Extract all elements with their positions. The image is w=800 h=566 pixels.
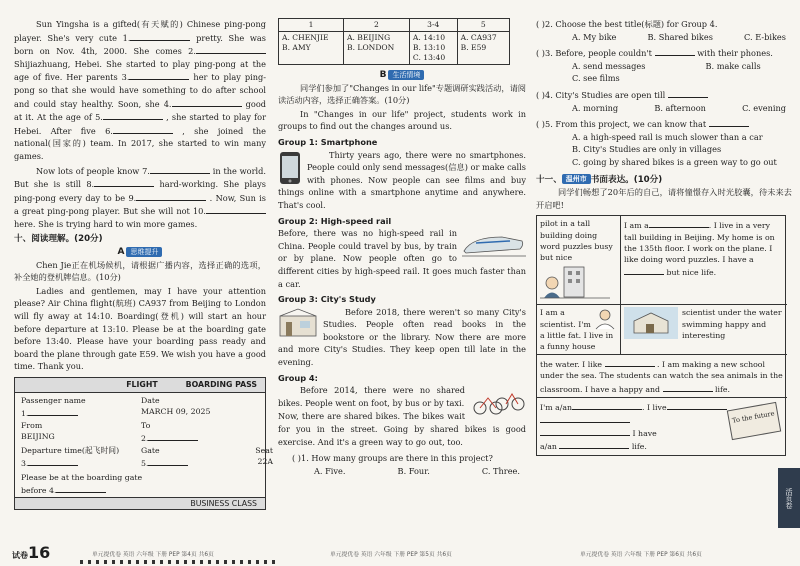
question-2: ( )2. Choose the best title(标题) for Group 4. bbox=[536, 19, 718, 29]
question-3: ( )3. Before, people couldn't with their phones. bbox=[536, 48, 773, 59]
boarding-pass bbox=[14, 377, 273, 510]
group-1-title: Group 1: Smartphone bbox=[278, 136, 378, 147]
question-3-options-1: A. send messages B. make calls bbox=[572, 60, 761, 71]
column-left bbox=[14, 18, 273, 510]
group-2-title: Group 2: High-speed rail bbox=[278, 215, 392, 226]
group-2: Before, there was no high-speed rail in China. People could travel by bus, by train or by plane. Now people often go to different cities by high-speed rail. It goes much faster than a car. bbox=[278, 228, 526, 289]
w-blank-pilot-2[interactable] bbox=[624, 265, 664, 275]
pilot-paragraph: I am a . I live in a very tall building in Beijing. My home is on the 135th floor. I work on the plane. I like doing word puzzles. I have a but nice life. bbox=[621, 216, 787, 305]
question-3-options-2: C. see films bbox=[572, 73, 620, 84]
scientist-keywords: scientist under the water swimming happy and interesting bbox=[621, 305, 787, 355]
page-number-badge: 试卷16 bbox=[12, 543, 51, 562]
w-self-blank-2[interactable] bbox=[667, 400, 727, 410]
region-badge: 温州市 bbox=[562, 174, 591, 184]
writing-grid bbox=[536, 215, 786, 455]
bookstore-icon bbox=[278, 308, 318, 338]
boarding-pass-header: FLIGHT BOARDING PASS bbox=[15, 378, 265, 393]
footer-page-5: 单元提优卷 英语 六年级 下册 PEP 第5页 共6页 bbox=[330, 552, 452, 558]
part-b-heading: B 生活情境 bbox=[278, 68, 526, 82]
thinking-badge: 思维提升 bbox=[126, 247, 162, 257]
w-blank-sci-1[interactable] bbox=[605, 357, 655, 367]
question-5-option-c: C. going by shared bikes is a green way to go out bbox=[572, 156, 777, 167]
blank-4[interactable] bbox=[172, 97, 242, 107]
column-middle bbox=[278, 18, 526, 477]
q3-blank[interactable] bbox=[655, 46, 695, 56]
airport-announcement: Ladies and gentlemen, may I have your attention please? Air China flight(航班) CA937 from Beijing to London will fly away at 14:10. Boarding(登机) will start an hour before departure at 13:10. Please be at the boarding gate before 13:40. Please have your boarding pass ready and board the plane through gate E59. We wish you have a good time. Thank you. bbox=[14, 285, 266, 372]
question-4: ( )4. City's Studies are open till bbox=[536, 88, 792, 102]
w-self-blank-1[interactable] bbox=[572, 400, 642, 410]
w-blank-pilot-1[interactable] bbox=[649, 218, 709, 228]
scientist-paragraph: the water. I like . I am making a new school under the sea. The students can watch the sea animals in the classroom. I have a happy and life. bbox=[537, 355, 787, 398]
cloze-paragraph-1: Sun Yingsha is a gifted(有天赋的) Chinese ping-pong player. She's very cute 1. pretty. She was born on Nov. 4th, 2000. She comes 2. Shijiazhuang, Hebei. She started to play ping-pong at the age of five. Her parents 3. her to play ping-pong so that she would have something to do after school and could stay healthy. Soon, she 4. good at it. At the age of 5. , she started to play for Hebei. After five 6. , she joined the national(国家的) team. In 2017, she started to win many games. bbox=[14, 19, 267, 161]
question-1-options: A. Five. B. Four. C. Three. bbox=[314, 465, 520, 476]
options-table: 1 2 3-4 5 A. CHENJIE B. AMY A. BEIJING B. LONDON A. 14:10 B. 13:10 C. 13:40 A. CA937 B. E59 bbox=[278, 18, 510, 65]
section-title-writing: 十一、 温州市 书面表达。(10分) bbox=[536, 174, 663, 185]
group-4: Before 2014, there were no shared bikes. People went on foot, by bus or by taxi. Now, there are shared bikes. The bikes wait for you in the street. Going by shared bikes is good exercise. And it's a green way to go out, too. bbox=[278, 385, 526, 447]
footer-dots bbox=[80, 560, 280, 564]
loose-leaf-tab: 活页卷 bbox=[778, 468, 800, 528]
footer-page-6: 单元提优卷 英语 六年级 下册 PEP 第6页 共6页 bbox=[580, 552, 702, 558]
smartphone-icon bbox=[278, 151, 302, 185]
cloze-paragraph-2: Now lots of people know 7. in the world. But she is still 8. hard-working. She plays ping-pong every day to be 9. . Now, Sun is a great ping-pong player. But she will not 10. here. She is trying hard to win more games. bbox=[14, 165, 267, 229]
self-writing-area: I'm a/an . I live I have a/an life. To the future bbox=[537, 398, 787, 455]
part-b-instruction: 同学们参加了"Changes in our life"专题调研实践活动，请阅读活动内容，选择正确答案。(10分) bbox=[278, 82, 526, 106]
pilot-keywords: pilot in a tall building doing word puzzles busy but nice bbox=[537, 216, 621, 305]
bp-blank-2[interactable] bbox=[148, 431, 198, 441]
high-speed-train-icon bbox=[462, 229, 526, 259]
blank-5[interactable] bbox=[103, 110, 163, 120]
bp-blank-5[interactable] bbox=[148, 456, 188, 466]
group-4-title: Group 4: bbox=[278, 372, 318, 383]
question-1: ( )1. How many groups are there in this project? bbox=[292, 453, 493, 464]
blank-9[interactable] bbox=[136, 191, 206, 201]
question-2-options: A. My bike B. Shared bikes C. E-bikes bbox=[572, 31, 786, 42]
part-a-instruction: Chen Jie正在机场候机，请根据广播内容，选择正确的选项，补全她的登机牌信息。(10分) bbox=[14, 259, 266, 283]
question-5-option-b: B. City's Studies are only in villages bbox=[572, 144, 722, 155]
column-right bbox=[536, 18, 792, 456]
underwater-house-icon bbox=[624, 307, 678, 339]
group-3: Before 2018, there weren't so many City's Studies. People often read books in the bookstore or the library. Now there are more and more City's Studies. They keep open till late in the evening. bbox=[278, 306, 526, 368]
w-self-blank-4[interactable] bbox=[540, 426, 630, 436]
scientist-paragraph-wrap: I am a scientist. I'm a little fat. I live in a funny house bbox=[537, 305, 621, 355]
q5-blank[interactable] bbox=[709, 117, 749, 127]
bp-blank-3[interactable] bbox=[28, 456, 78, 466]
bp-blank-1[interactable] bbox=[28, 406, 78, 416]
blank-8[interactable] bbox=[94, 177, 154, 187]
scientist-icon bbox=[593, 307, 617, 329]
boarding-pass-fields: Passenger name Date 1. MARCH 09, 2025 From To BEIJING 2. Departure time(起飞时间) Gate Seat 3. 5. 22A Please be at the boarding gate before 4. bbox=[21, 395, 273, 496]
footer-page-4: 单元提优卷 英语 六年级 下册 PEP 第4页 共6页 bbox=[92, 552, 214, 558]
section-title-reading: 十、阅读理解。(20分) bbox=[14, 233, 103, 244]
bp-blank-4[interactable] bbox=[56, 483, 106, 493]
w-self-blank-3[interactable] bbox=[540, 413, 630, 423]
question-4-options: A. morning B. afternoon C. evening bbox=[572, 102, 786, 113]
business-class-label: BUSINESS CLASS bbox=[15, 497, 265, 510]
pilot-building-icon bbox=[540, 265, 610, 299]
q4-blank[interactable] bbox=[668, 88, 708, 98]
question-5: ( )5. From this project, we can know that bbox=[536, 117, 792, 131]
group-1: Thirty years ago, there were no smartphones. People could only send messages(信息) or make calls with phones. Now people can see films and buy things online with a smartphone anytime and anywhere. That's cool. bbox=[278, 149, 526, 210]
blank-2[interactable] bbox=[196, 44, 266, 54]
time-capsule-note: To the future bbox=[727, 402, 781, 440]
w-self-blank-5[interactable] bbox=[559, 439, 629, 449]
question-5-option-a: A. a high-speed rail is much slower than a car bbox=[572, 131, 763, 142]
blank-3[interactable] bbox=[129, 70, 189, 80]
w-blank-sci-2[interactable] bbox=[663, 382, 713, 392]
blank-1[interactable] bbox=[130, 31, 190, 41]
shared-bikes-icon bbox=[470, 386, 526, 416]
blank-10[interactable] bbox=[206, 204, 266, 214]
blank-7[interactable] bbox=[150, 164, 210, 174]
group-3-title: Group 3: City's Study bbox=[278, 294, 376, 305]
life-scenario-badge: 生活情境 bbox=[388, 70, 424, 80]
project-intro: In "Changes in our life" project, students work in groups to find out the changes around us. bbox=[278, 108, 526, 132]
blank-6[interactable] bbox=[113, 124, 173, 134]
part-a-heading: A 思维提升 bbox=[14, 245, 266, 259]
writing-instruction: 同学们畅想了20年后的自己，请将憧憬存入时光胶囊，待未来去开启吧! bbox=[536, 187, 792, 210]
